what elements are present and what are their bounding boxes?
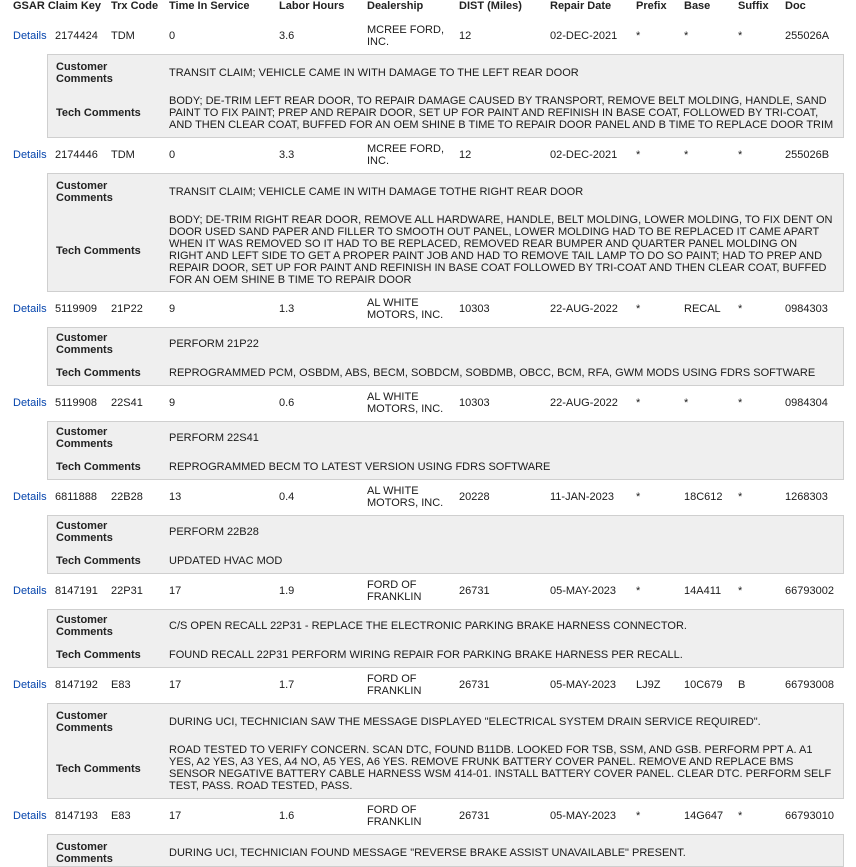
base: 18C612 <box>684 491 723 503</box>
trx-code: TDM <box>111 30 135 42</box>
customer-comments-label: Customer Comments <box>56 332 113 356</box>
tech-comments-label: Tech Comments <box>56 367 141 379</box>
dist-miles: 12 <box>459 149 472 161</box>
comments-panel <box>47 173 844 292</box>
time-in-service: 17 <box>169 679 182 691</box>
trx-code: 22P31 <box>111 585 143 597</box>
claim-key: 8147193 <box>55 810 98 822</box>
base: 10C679 <box>684 679 723 691</box>
doc: 255026B <box>785 149 830 161</box>
customer-comments-text: PERFORM 22S41 <box>169 432 259 444</box>
repair-date: 02-DEC-2021 <box>550 149 618 161</box>
tech-comments-text: UPDATED HVAC MOD <box>169 555 283 567</box>
details-link[interactable]: Details <box>13 679 47 691</box>
customer-comments-text: TRANSIT CLAIM; VEHICLE CAME IN WITH DAMAGE TO THE LEFT REAR DOOR <box>169 67 579 79</box>
dist-miles: 12 <box>459 30 472 42</box>
claim-row <box>0 798 856 834</box>
repair-date: 05-MAY-2023 <box>550 679 617 691</box>
details-link[interactable]: Details <box>13 585 47 597</box>
trx-code: TDM <box>111 149 135 161</box>
dealership: FORD OF FRANKLIN <box>367 673 422 697</box>
suffix: * <box>738 303 743 315</box>
customer-comments-label: Customer Comments <box>56 520 113 544</box>
dist-miles: 10303 <box>459 397 490 409</box>
comments-panel <box>47 327 844 386</box>
customer-comments-label: Customer Comments <box>56 61 113 85</box>
tech-comments-label: Tech Comments <box>56 245 141 257</box>
labor-hours: 0.4 <box>279 491 295 503</box>
time-in-service: 17 <box>169 585 182 597</box>
col-header-doc: Doc <box>785 0 806 12</box>
prefix: * <box>636 149 641 161</box>
doc: 66793008 <box>785 679 834 691</box>
col-header-dist: DIST (Miles) <box>459 0 522 12</box>
details-link[interactable]: Details <box>13 30 47 42</box>
doc: 1268303 <box>785 491 828 503</box>
claim-row <box>0 137 856 173</box>
base: * <box>684 149 689 161</box>
comments-panel <box>47 54 844 138</box>
dealership: MCREE FORD, INC. <box>367 24 444 48</box>
suffix: * <box>738 397 743 409</box>
labor-hours: 0.6 <box>279 397 295 409</box>
tech-comments-label: Tech Comments <box>56 763 141 775</box>
prefix: * <box>636 30 641 42</box>
prefix: * <box>636 585 641 597</box>
repair-date: 05-MAY-2023 <box>550 810 617 822</box>
comments-panel <box>47 834 844 867</box>
tech-comments-text: BODY; DE-TRIM LEFT REAR DOOR, TO REPAIR DAMAGE CAUSED BY TRANSPORT, REMOVE BELT MOLDING, HANDLE, SAND PAINT TO FIX PAINT; PREP AND REPAIR DOOR, SET UP FOR PAINT AND REFINISH IN BASE COAT, FOLLOWED BY TRI-COAT, AND THEN CLEAR COAT, BUFFED FOR AN OEM SHINE B TIME TO REPAIR DOOR PANEL AND B TIME TO REPLACE DOOR TRIM <box>169 95 834 131</box>
suffix: B <box>738 679 746 691</box>
comments-panel <box>47 421 844 480</box>
suffix: * <box>738 810 743 822</box>
prefix: * <box>636 491 641 503</box>
col-header-trx-code: Trx Code <box>111 0 159 12</box>
time-in-service: 0 <box>169 149 176 161</box>
doc: 66793010 <box>785 810 834 822</box>
customer-comments-label: Customer Comments <box>56 180 113 204</box>
customer-comments-label: Customer Comments <box>56 841 113 865</box>
col-header-suffix: Suffix <box>738 0 769 12</box>
doc: 0984304 <box>785 397 828 409</box>
customer-comments-text: TRANSIT CLAIM; VEHICLE CAME IN WITH DAMAGE TOTHE RIGHT REAR DOOR <box>169 186 584 198</box>
customer-comments-text: DURING UCI, TECHNICIAN SAW THE MESSAGE DISPLAYED "ELECTRICAL SYSTEM DRAIN SERVICE REQUIRED". <box>169 716 761 728</box>
details-link[interactable]: Details <box>13 491 47 503</box>
dealership: AL WHITE MOTORS, INC. <box>367 297 444 321</box>
time-in-service: 9 <box>169 303 176 315</box>
claim-row <box>0 667 856 703</box>
claim-key: 8147192 <box>55 679 98 691</box>
customer-comments-text: PERFORM 22B28 <box>169 526 259 538</box>
table-header <box>0 0 856 18</box>
tech-comments-text: ROAD TESTED TO VERIFY CONCERN. SCAN DTC, FOUND B11DB. LOOKED FOR TSB, SSM, AND GSB. PERFORM PPT A. A1 YES, A2 YES, A3 YES, A4 NO, A5 YES, A6 YES. REMOVE FRUNK BATTERY COVER PANEL. REMOVE AND REPLACE BMS SENSOR NEGATIVE BATTERY CABLE HARNESS WSM 414-01. INSTALL BATTERY COVER PANEL. CLEAR DTC. PERFORM SELF TEST, PASS. ROAD TESTED, PASS. <box>169 744 832 792</box>
labor-hours: 1.7 <box>279 679 295 691</box>
tech-comments-text: FOUND RECALL 22P31 PERFORM WIRING REPAIR FOR PARKING BRAKE HARNESS PER RECALL. <box>169 649 683 661</box>
trx-code: 21P22 <box>111 303 143 315</box>
prefix: * <box>636 810 641 822</box>
col-header-prefix: Prefix <box>636 0 667 12</box>
claim-row <box>0 479 856 515</box>
customer-comments-label: Customer Comments <box>56 614 113 638</box>
dist-miles: 26731 <box>459 585 490 597</box>
customer-comments-label: Customer Comments <box>56 426 113 450</box>
customer-comments-text: PERFORM 21P22 <box>169 338 259 350</box>
claim-key: 2174424 <box>55 30 98 42</box>
prefix: * <box>636 397 641 409</box>
claim-key: 5119909 <box>55 303 98 315</box>
repair-date: 22-AUG-2022 <box>550 303 618 315</box>
claim-row <box>0 18 856 54</box>
col-header-dealership: Dealership <box>367 0 424 12</box>
labor-hours: 1.9 <box>279 585 295 597</box>
tech-comments-text: BODY; DE-TRIM RIGHT REAR DOOR, REMOVE ALL HARDWARE, HANDLE, BELT MOLDING, LOWER MOLDING, TO FIX DENT ON DOOR USED SAND PAPER AND FILLER TO SMOOTH OUT PANEL, LOWER MOLDING HAD TO BE REPLACED IT CAME APART WHEN IT WAS REMOVED SO IT HAD TO BE REPLACED, REMOVED REAR BUMPER AND QUARTER PANEL MOLDING ON RIGHT AND LEFT SIDE TO GET A PROPER PAINT JOB AND HAD TO REMOVE TAIL LAMP TO DO SO PAINT; HAD TO PREP AND REPAIR DOOR, SET UP FOR PAINT AND REFINISH IN BASE COAT FOLLOWED BY TRI-COAT AND THEN CLEAR COAT, BUFFED FOR AN OEM SHINE B TIME TO REPAIR DOOR <box>169 214 833 286</box>
col-header-labor-hours: Labor Hours <box>279 0 345 12</box>
customer-comments-label: Customer Comments <box>56 710 113 734</box>
tech-comments-label: Tech Comments <box>56 555 141 567</box>
base: RECAL <box>684 303 721 315</box>
repair-date: 05-MAY-2023 <box>550 585 617 597</box>
dealership: FORD OF FRANKLIN <box>367 804 422 828</box>
suffix: * <box>738 30 743 42</box>
col-header-repair-date: Repair Date <box>550 0 612 12</box>
dist-miles: 10303 <box>459 303 490 315</box>
claim-key: 5119908 <box>55 397 98 409</box>
labor-hours: 3.3 <box>279 149 295 161</box>
claim-row <box>0 291 856 327</box>
details-link[interactable]: Details <box>13 810 47 822</box>
tech-comments-label: Tech Comments <box>56 649 141 661</box>
tech-comments-text: REPROGRAMMED BECM TO LATEST VERSION USING FDRS SOFTWARE <box>169 461 551 473</box>
trx-code: 22S41 <box>111 397 143 409</box>
repair-date: 02-DEC-2021 <box>550 30 618 42</box>
dist-miles: 20228 <box>459 491 490 503</box>
claim-key: 6811888 <box>55 491 98 503</box>
prefix: LJ9Z <box>636 679 661 691</box>
base: * <box>684 397 689 409</box>
doc: 0984303 <box>785 303 828 315</box>
customer-comments-text: C/S OPEN RECALL 22P31 - REPLACE THE ELECTRONIC PARKING BRAKE HARNESS CONNECTOR. <box>169 620 687 632</box>
dist-miles: 26731 <box>459 679 490 691</box>
labor-hours: 1.3 <box>279 303 295 315</box>
dealership: AL WHITE MOTORS, INC. <box>367 391 444 415</box>
col-header-time-in-service: Time In Service <box>169 0 250 12</box>
details-link[interactable]: Details <box>13 149 47 161</box>
tech-comments-label: Tech Comments <box>56 461 141 473</box>
details-link[interactable]: Details <box>13 303 47 315</box>
col-header-claim-key: GSAR Claim Key <box>13 0 102 12</box>
dist-miles: 26731 <box>459 810 490 822</box>
labor-hours: 3.6 <box>279 30 295 42</box>
comments-panel <box>47 703 844 799</box>
suffix: * <box>738 491 743 503</box>
time-in-service: 0 <box>169 30 176 42</box>
claim-key: 8147191 <box>55 585 98 597</box>
claim-key: 2174446 <box>55 149 98 161</box>
comments-panel <box>47 609 844 668</box>
details-link[interactable]: Details <box>13 397 47 409</box>
trx-code: E83 <box>111 810 131 822</box>
trx-code: 22B28 <box>111 491 143 503</box>
tech-comments-label: Tech Comments <box>56 107 141 119</box>
col-header-base: Base <box>684 0 711 12</box>
repair-date: 11-JAN-2023 <box>550 491 614 503</box>
labor-hours: 1.6 <box>279 810 295 822</box>
trx-code: E83 <box>111 679 131 691</box>
suffix: * <box>738 585 743 597</box>
tech-comments-text: REPROGRAMMED PCM, OSBDM, ABS, BECM, SOBDCM, SOBDMB, OBCC, BCM, RFA, GWM MODS USING FDRS SOFTWARE <box>169 367 816 379</box>
dealership: FORD OF FRANKLIN <box>367 579 422 603</box>
repair-date: 22-AUG-2022 <box>550 397 618 409</box>
suffix: * <box>738 149 743 161</box>
base: * <box>684 30 689 42</box>
doc: 66793002 <box>785 585 834 597</box>
base: 14G647 <box>684 810 724 822</box>
time-in-service: 9 <box>169 397 176 409</box>
customer-comments-text: DURING UCI, TECHNICIAN FOUND MESSAGE "REVERSE BRAKE ASSIST UNAVAILABLE" PRESENT. <box>169 847 686 859</box>
time-in-service: 17 <box>169 810 182 822</box>
dealership: AL WHITE MOTORS, INC. <box>367 485 444 509</box>
claim-row <box>0 385 856 421</box>
time-in-service: 13 <box>169 491 182 503</box>
dealership: MCREE FORD, INC. <box>367 143 444 167</box>
doc: 255026A <box>785 30 830 42</box>
claim-row <box>0 573 856 609</box>
comments-panel <box>47 515 844 574</box>
prefix: * <box>636 303 641 315</box>
base: 14A411 <box>684 585 722 597</box>
